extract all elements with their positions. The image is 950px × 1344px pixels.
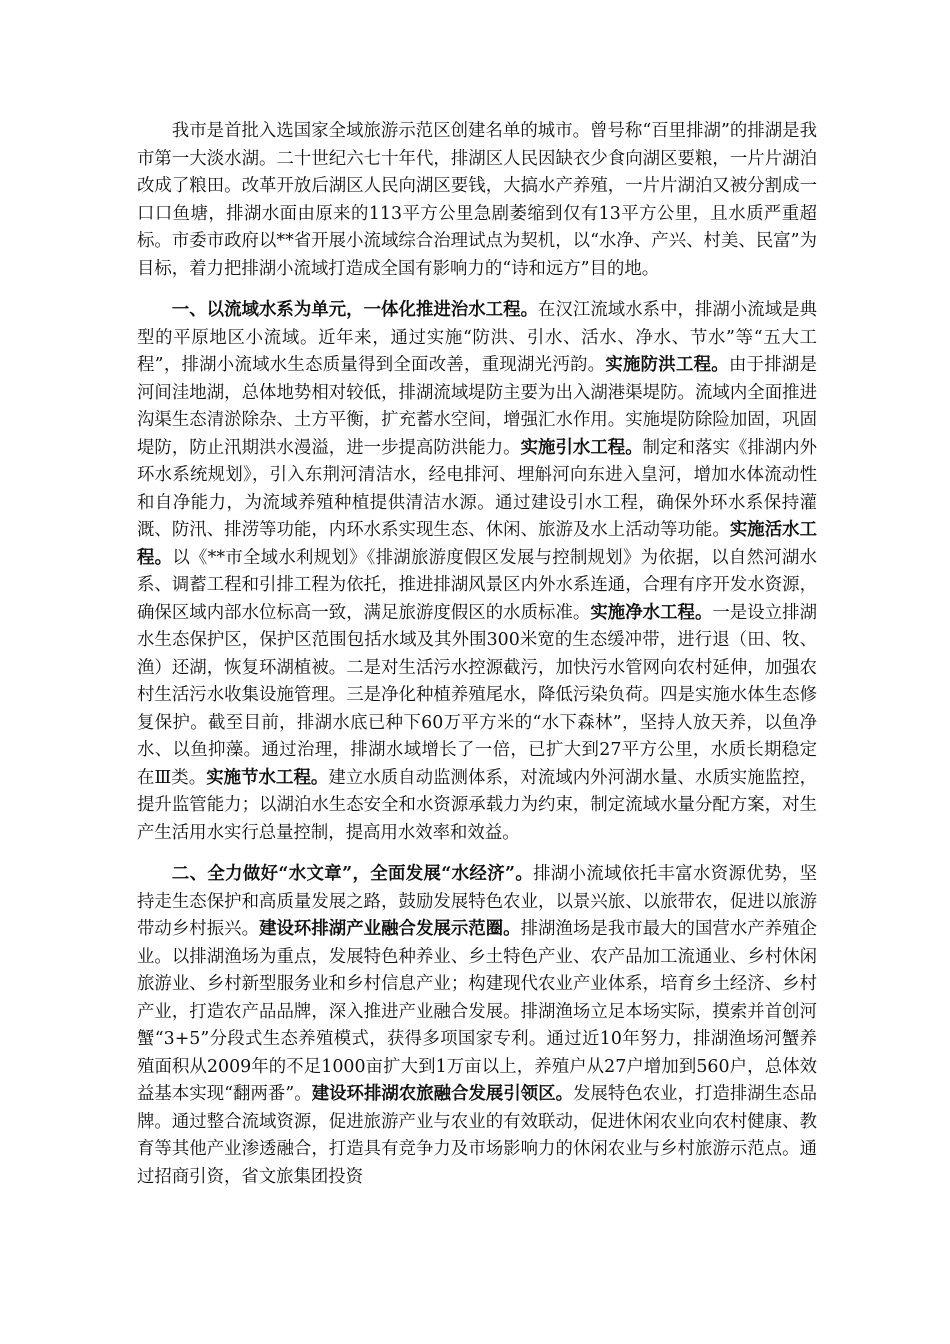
subheading-water-activation: 实施活水工程。 — [137, 520, 817, 568]
text-run: 以《**市全域水利规划》《排湖旅游度假区发展与控制规划》为依据，以自然河湖水系、调蓄工程和引排工程为依托，推进排湖风景区内外水系连通，合理有序开发水资源，确保区域内部水位标高一致，满足旅游度假区的水质标准。 — [137, 547, 817, 623]
document-body — [137, 118, 817, 1191]
text-run: 一是设立排湖水生态保护区，保护区范围包括水域及其外围300米宽的生态缓冲带，进行退（田、牧、渔）还湖，恢复环湖植被。二是对生活污水控源截污，加快污水管网向农村延伸，加强农村生活污水收集设施管理。三是净化种植养殖尾水，降低污染负荷。四是实施水体生态修复保护。截至目前，排湖水底已种下60万平方米的“水下森林”，坚持人放天养，以鱼净水、以鱼抑藻。通过治理，排湖水域增长了一倍，已扩大到27平方公里，水质长期稳定在Ⅲ类。 — [137, 602, 817, 788]
text-run: 我市是首批入选国家全域旅游示范区创建名单的城市。曾号称“百里排湖”的排湖是我市第一大淡水湖。二十世纪六七十年代，排湖区人民因缺衣少食向湖区要粮，一片片湖泊改成了粮田。改革开放后湖区人民向湖区要钱，大搞水产养殖，一片片湖泊又被分割成一口口鱼塘，排湖水面由原来的113平方公里急剧萎缩到仅有13平方公里，且水质严重超标。市委市政府以**省开展小流域综合治理试点为契机，以“水净、产兴、村美、民富”为目标，着力把排湖小流域打造成全国有影响力的“诗和远方”目的地。 — [137, 121, 817, 279]
subheading-agri-tourism: 建设环排湖农旅融合发展引领区。 — [311, 1084, 574, 1104]
paragraph-section-2 — [137, 861, 817, 1191]
text-run: 发展特色农业，打造排湖生态品牌。通过整合流域资源，促进旅游产业与农业的有效联动，促进休闲农业向农村健康、教育等其他产业渗透融合，打造具有竞争力及市场影响力的休闲农业与乡村旅游示范点。通过招商引资，省文旅集团投资 — [137, 1084, 817, 1187]
text-run: 排湖小流域依托丰富水资源优势，坚持走生态保护和高质量发展之路，鼓励发展特色农业，以景兴旅、以旅带农，促进以旅游带动乡村振兴。 — [137, 864, 817, 939]
section-heading-1: 一、以流域水系为单元，一体化推进治水工程。 — [171, 300, 539, 320]
subheading-water-saving: 实施节水工程。 — [206, 767, 329, 788]
text-run: 由于排湖是河间洼地湖，总体地势相对较低，排湖流域堤防主要为出入湖港渠堤防。流域内全面推进沟渠生态清淤除杂、土方平衡，扩充蓄水空间，增强汇水作用。实施堤防除险加固，巩固堤防，防止汛期洪水漫溢，进一步提高防洪能力。 — [137, 355, 817, 458]
paragraph-section-1 — [137, 297, 817, 847]
subheading-flood-control: 实施防洪工程。 — [605, 355, 729, 375]
paragraph-intro — [137, 118, 817, 283]
section-heading-2: 二、全力做好“水文章”，全面发展“水经济”。 — [171, 864, 534, 884]
text-run: 在汉江流域水系中，排湖小流域是典型的平原地区小流域。近年来，通过实施“防洪、引水、活水、净水、节水”等“五大工程”，排湖小流域水生态质量得到全面改善，重现湖光沔韵。 — [137, 300, 817, 375]
text-run: 建立水质自动监测体系，对流域内外河湖水量、水质实施监控，提升监管能力；以湖泊水生态安全和水资源承载力为约束，制定流域水量分配方案，对生产生活用水实行总量控制，提高用水效率和效益。 — [137, 767, 817, 843]
text-run: 制定和落实《排湖内外环水系统规划》，引入东荆河清洁水，经电排河、埋斛河向东进入皇河，增加水体流动性和自净能力，为流域养殖种植提供清洁水源。通过建设引水工程，确保外环水系保持灌溉、防汛、排涝等功能，内环水系实现生态、休闲、旅游及水上活动等功能。 — [137, 437, 817, 540]
text-run: 排湖渔场是我市最大的国营水产养殖企业。以排湖渔场为重点，发展特色种养业、乡土特色产业、农产品加工流通业、乡村休闲旅游业、乡村新型服务业和乡村信息产业；构建现代农业产业体系，培育乡土经济、乡村产业，打造农产品品牌，深入推进产业融合发展。排湖渔场立足本场实际，摸索并首创河蟹“3+5”分段式生态养殖模式，获得多项国家专利。通过近10年努力，排湖渔场河蟹养殖面积从2009年的不足1000亩扩大到1万亩以上，养殖户从27户增加到560户，总体效益基本实现“翻两番”。 — [137, 919, 817, 1104]
subheading-industry-integration: 建设环排湖产业融合发展示范圈。 — [259, 919, 521, 939]
subheading-water-purification: 实施净水工程。 — [590, 602, 713, 623]
subheading-water-diversion: 实施引水工程。 — [520, 437, 643, 458]
